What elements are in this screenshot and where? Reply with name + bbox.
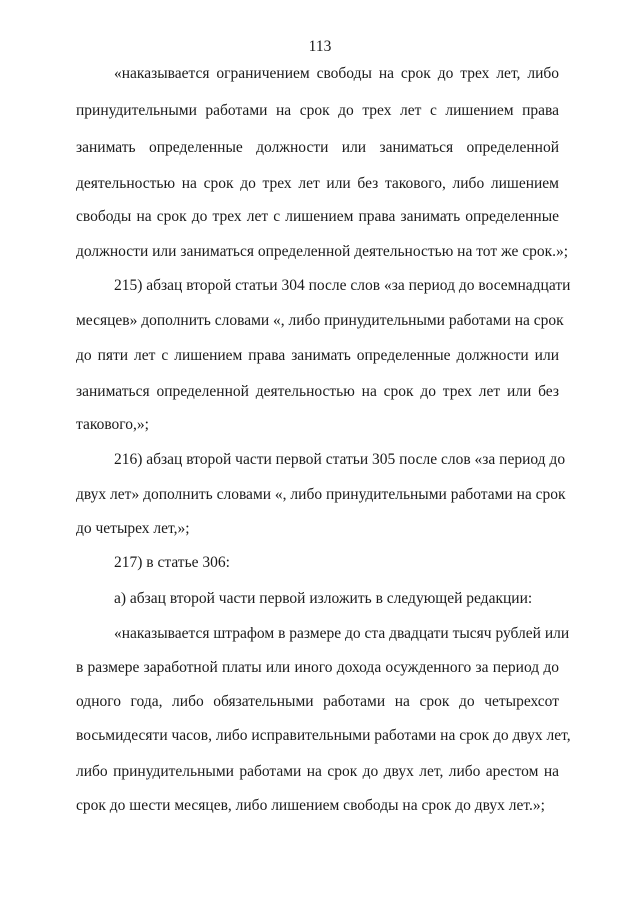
text-line: до четырех лет,»; (76, 520, 190, 537)
text-line: 215) абзац второй статьи 304 после слов «за период до восемнадцати (114, 277, 571, 294)
text-line: свободы на срок до трех лет с лишением права занимать определенные (76, 208, 559, 225)
text-line: «наказывается штрафом в размере до ста двадцати тысяч рублей или (114, 625, 570, 642)
text-line: либо принудительными работами на срок до двух лет, либо арестом на (76, 763, 559, 780)
text-line: деятельностью на срок до трех лет или без такового, либо лишением (76, 175, 559, 192)
text-line: месяцев» дополнить словами «, либо принудительными работами на срок (76, 312, 564, 329)
text-line: 217) в статье 306: (114, 554, 230, 571)
text-line: «наказывается ограничением свободы на срок до трех лет, либо (114, 65, 559, 82)
text-line: такового,»; (76, 416, 149, 433)
text-line: до пяти лет с лишением права занимать определенные должности или (76, 347, 559, 364)
text-line: восьмидесяти часов, либо исправительными работами на срок до двух лет, (76, 727, 571, 744)
text-line: занимать определенные должности или заниматься определенной (76, 139, 559, 156)
text-line: одного года, либо обязательными работами на срок до четырехсот (76, 693, 559, 710)
text-line: двух лет» дополнить словами «, либо принудительными работами на срок (76, 486, 566, 503)
text-line: а) абзац второй части первой изложить в следующей редакции: (114, 590, 533, 607)
text-line: должности или заниматься определенной деятельностью на тот же срок.»; (76, 243, 569, 260)
text-line: в размере заработной платы или иного дохода осужденного за период до (76, 659, 559, 676)
text-line: 216) абзац второй части первой статьи 305 после слов «за период до (114, 451, 566, 468)
text-line: принудительными работами на срок до трех лет с лишением права (76, 102, 559, 119)
text-line: заниматься определенной деятельностью на срок до трех лет или без (76, 383, 559, 400)
text-line: срок до шести месяцев, либо лишением свободы на срок до двух лет.»; (76, 797, 545, 814)
page-number: 113 (308, 38, 332, 55)
